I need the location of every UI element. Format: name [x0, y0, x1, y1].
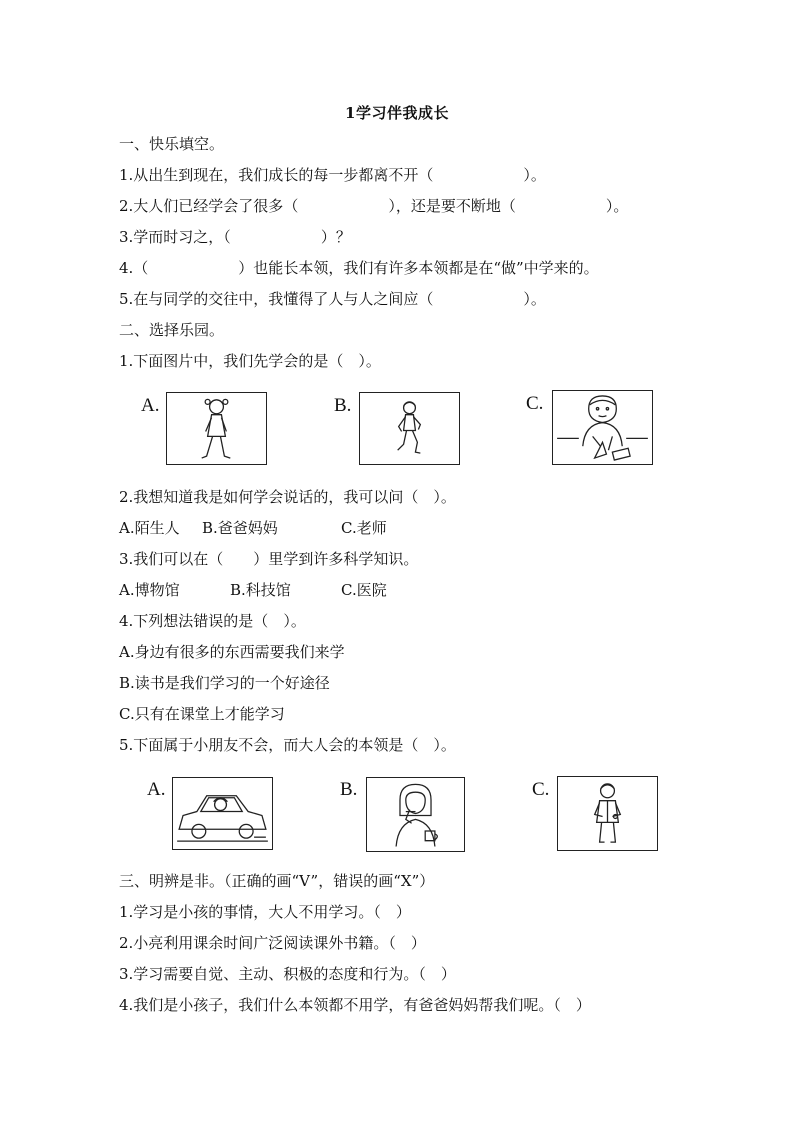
- dressing-boy-icon: [558, 777, 657, 850]
- driving-car-picture: [172, 777, 273, 850]
- reading-boy-picture: [552, 390, 653, 465]
- fill-question-1: 1.从出生到现在，我们成长的每一步都离不开（ ）。: [119, 166, 546, 184]
- judge-question-2: 2.小亮利用课余时间广泛阅读课外书籍。（ ）: [119, 934, 426, 952]
- q1-option-c-label: C.: [526, 393, 544, 414]
- q5-option-b-label: B.: [340, 779, 358, 800]
- q3-option-a: A.博物馆: [119, 581, 180, 599]
- q4-option-c: C.只有在课堂上才能学习: [119, 705, 285, 723]
- walking-girl-picture: [166, 392, 267, 465]
- fill-question-4: 4.（ ）也能长本领，我们有许多本领都是在“做”中学来的。: [119, 259, 599, 277]
- walking-girl-icon: [167, 393, 266, 464]
- q4-option-b: B.读书是我们学习的一个好途径: [119, 674, 330, 692]
- section1-heading: 一、快乐填空。: [119, 135, 225, 153]
- page-title: 1学习伴我成长: [345, 104, 449, 122]
- judge-question-3: 3.学习需要自觉、主动、积极的态度和行为。（ ）: [119, 965, 456, 983]
- q3-option-b: B.科技馆: [230, 581, 291, 599]
- choice-question-3: 3.我们可以在（ ）里学到许多科学知识。: [119, 550, 419, 568]
- judge-question-4: 4.我们是小孩子，我们什么本领都不用学，有爸爸妈妈帮我们呢。（ ）: [119, 996, 591, 1014]
- choice-question-4: 4.下列想法错误的是（ ）。: [119, 612, 306, 630]
- q1-option-b-label: B.: [334, 395, 352, 416]
- brushing-teeth-icon: [367, 778, 464, 851]
- q5-option-c-label: C.: [532, 779, 550, 800]
- q5-option-a-label: A.: [147, 779, 166, 800]
- dressing-boy-picture: [557, 776, 658, 851]
- choice-question-2: 2.我想知道我是如何学会说话的，我可以问（ ）。: [119, 488, 456, 506]
- q3-option-c: C.医院: [341, 581, 387, 599]
- fill-question-2: 2.大人们已经学会了很多（ ），还是要不断地（ ）。: [119, 197, 629, 215]
- running-boy-picture: [359, 392, 460, 465]
- q4-option-a: A.身边有很多的东西需要我们来学: [119, 643, 345, 661]
- fill-question-3: 3.学而时习之，（ ）？: [119, 228, 351, 246]
- fill-question-5: 5.在与同学的交往中，我懂得了人与人之间应（ ）。: [119, 290, 546, 308]
- section2-heading: 二、选择乐园。: [119, 321, 225, 339]
- q2-option-c: C.老师: [341, 519, 387, 537]
- q2-option-b: B.爸爸妈妈: [202, 519, 278, 537]
- running-boy-icon: [360, 393, 459, 464]
- section3-heading: 三、明辨是非。（正确的画“V”，错误的画“X”）: [119, 872, 435, 890]
- q2-option-a: A.陌生人: [119, 519, 180, 537]
- judge-question-1: 1.学习是小孩的事情，大人不用学习。（ ）: [119, 903, 411, 921]
- brushing-teeth-picture: [366, 777, 465, 852]
- q1-option-a-label: A.: [141, 395, 160, 416]
- car-icon: [173, 778, 272, 849]
- reading-boy-icon: [553, 391, 652, 464]
- choice-question-5: 5.下面属于小朋友不会，而大人会的本领是（ ）。: [119, 736, 456, 754]
- choice-question-1: 1.下面图片中，我们先学会的是（ ）。: [119, 352, 381, 370]
